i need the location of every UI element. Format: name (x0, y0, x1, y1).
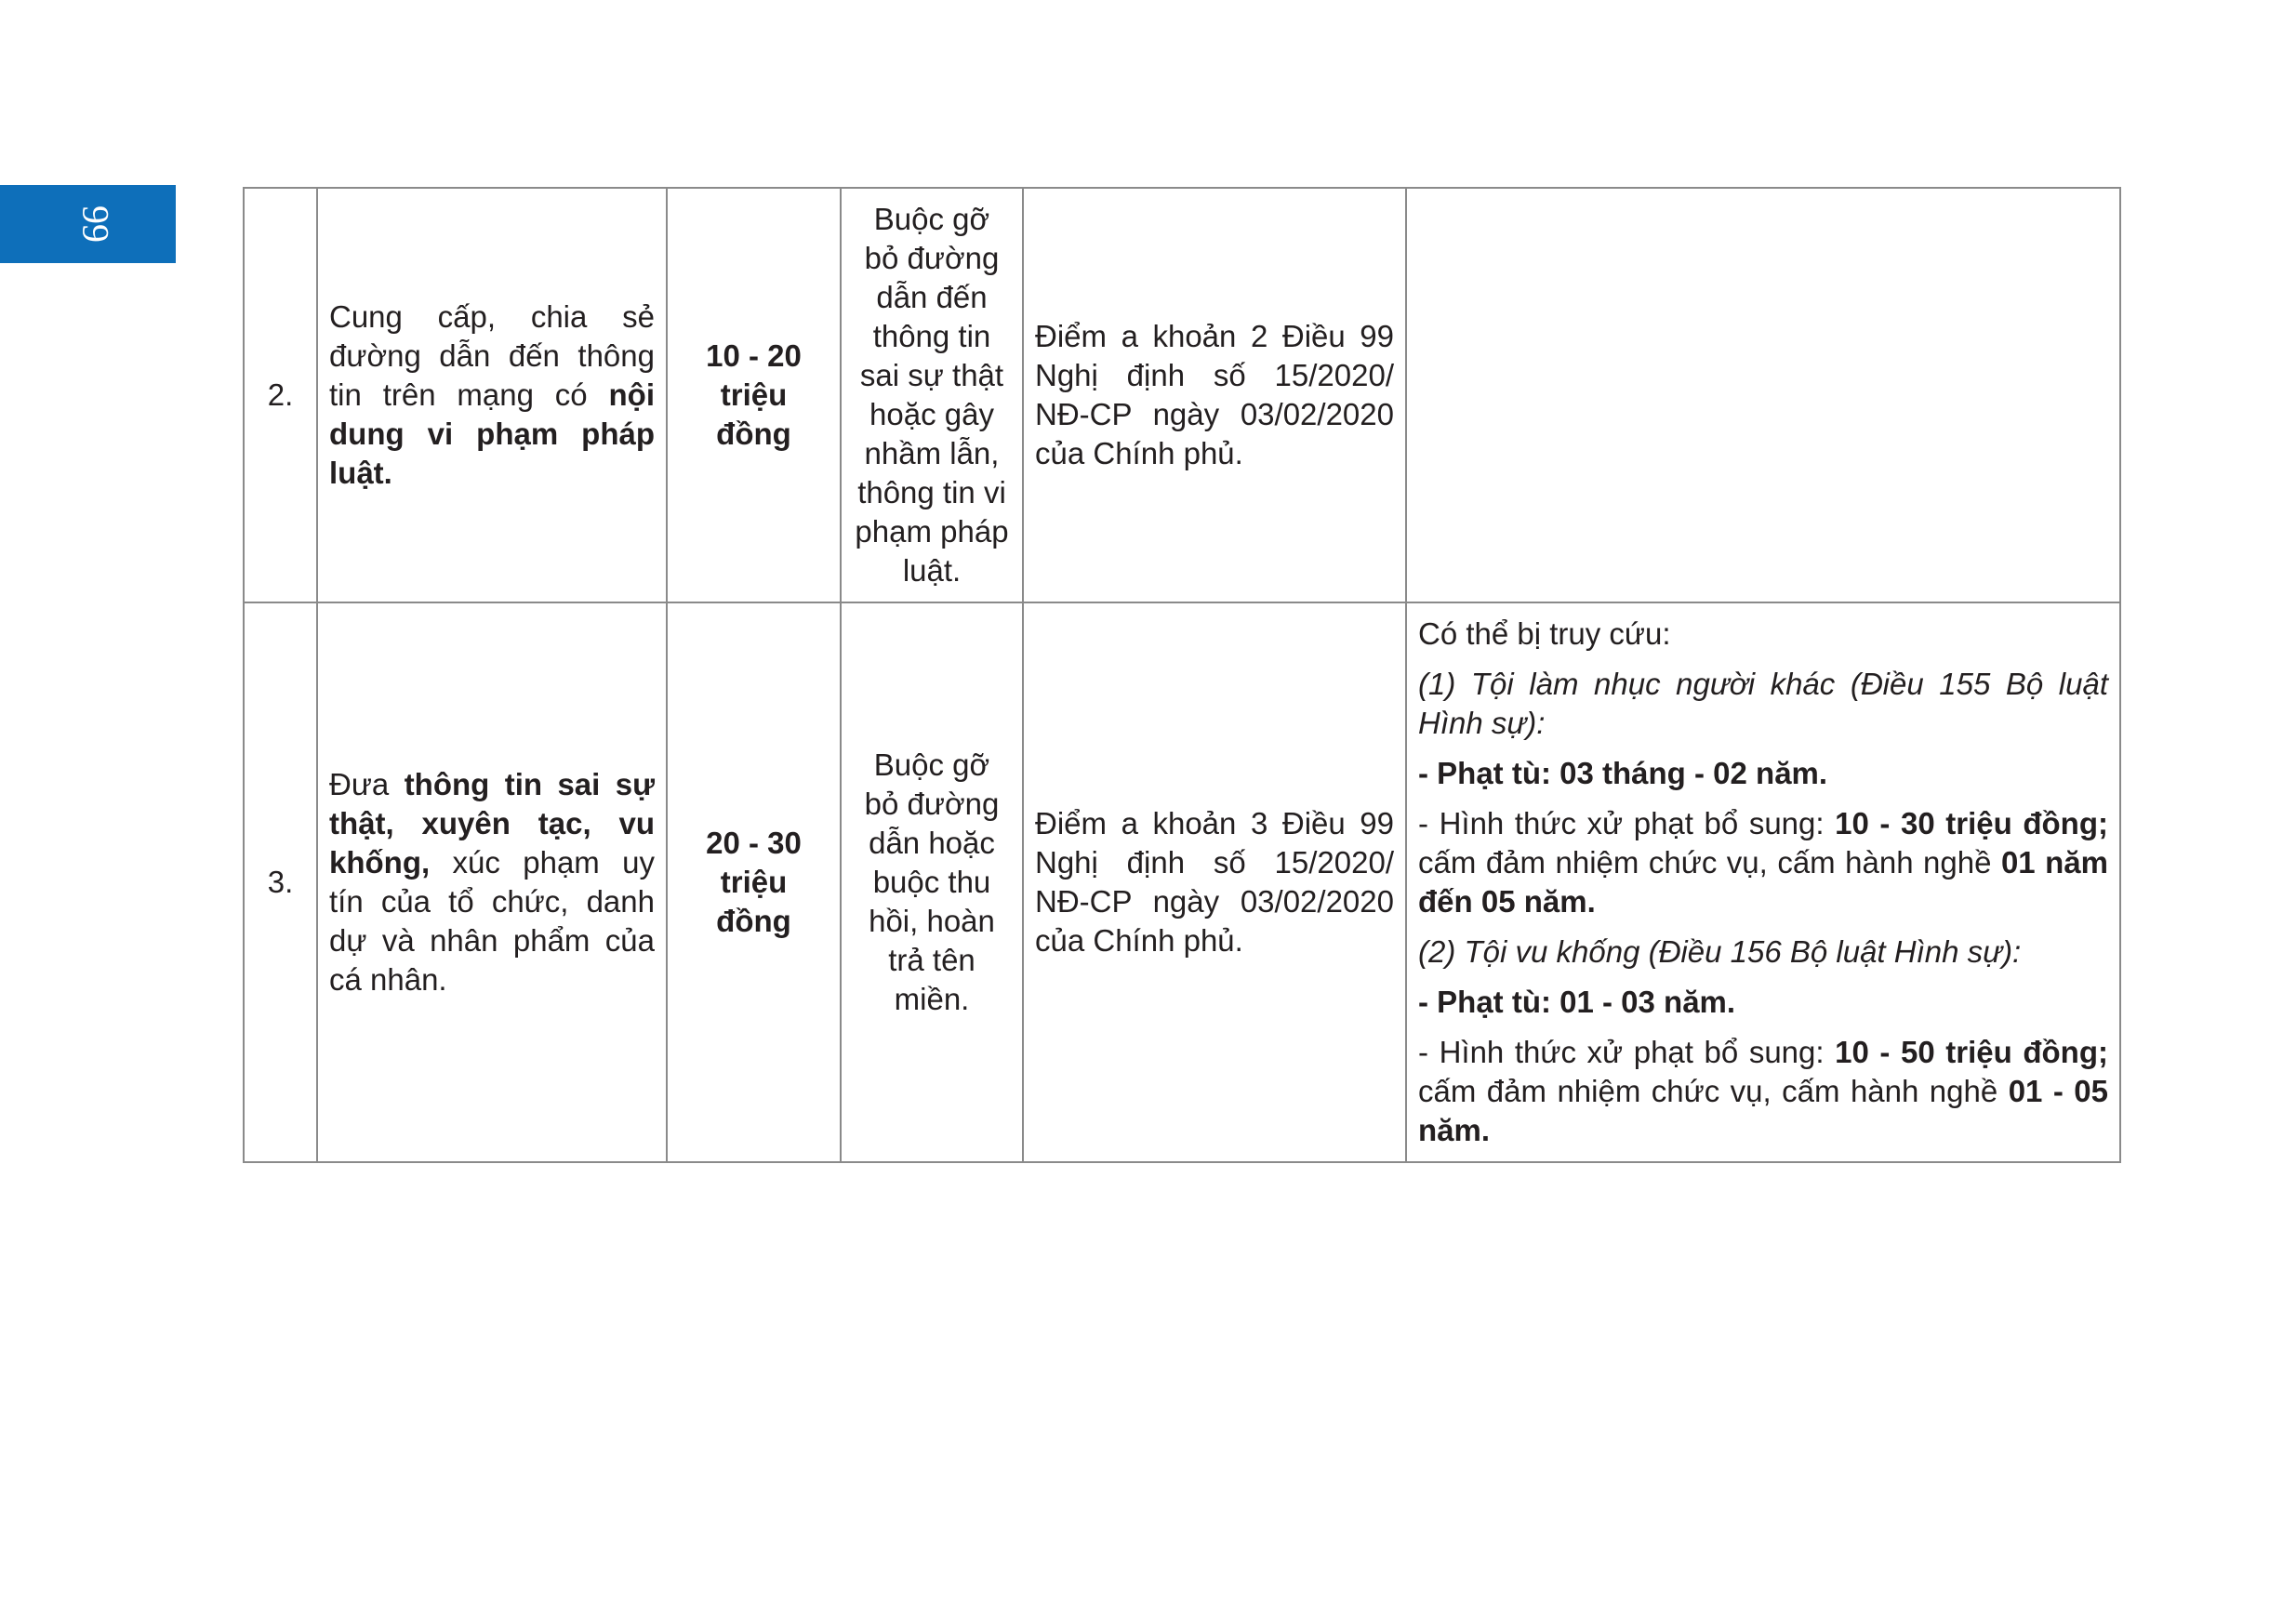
row-number: 3. (244, 602, 317, 1162)
violation-text: Cung cấp, chia sẻ đường dẫn đến thông tin trên mạng có (329, 299, 655, 412)
fine-amount: 10 - 20 triệu đồng (667, 188, 841, 602)
table-row (244, 188, 2120, 602)
penalty-amount: 10 - 50 triệu đồng; (1835, 1035, 2108, 1069)
legal-basis: Điểm a khoản 3 Điều 99 Nghị định số 15/2020/ NĐ-CP ngày 03/02/2020 của Chính phủ. (1023, 602, 1406, 1162)
violations-table (243, 187, 2121, 1163)
fine-amount: 20 - 30 triệu đồng (667, 602, 841, 1162)
legal-basis: Điểm a khoản 2 Điều 99 Nghị định số 15/2020/ NĐ-CP ngày 03/02/2020 của Chính phủ. (1023, 188, 1406, 602)
crime-title: (1) Tội làm nhục người khác (Điều 155 Bộ luật Hình sự): (1418, 667, 2108, 740)
violation-text: xúc phạm uy tín của tổ chức, danh dự và nhân phẩm của cá nhân. (329, 845, 655, 997)
criminal-liability (1406, 188, 2120, 602)
remedial-measure: Buộc gỡ bỏ đường dẫn hoặc buộc thu hồi, hoàn trả tên miền. (841, 602, 1023, 1162)
penalty-text: cấm đảm nhiệm chức vụ, cấm hành nghề (1418, 845, 2001, 880)
crime-additional-penalty (1418, 1033, 2108, 1150)
penalty-duration: 01 năm đến 05 năm. (1418, 845, 2108, 919)
penalty-duration: 01 - 05 năm. (1418, 1074, 2108, 1147)
row-number: 2. (244, 188, 317, 602)
violation-text-bold: thông tin sai sự thật, xuyên tạc, vu khống, (329, 767, 655, 880)
crime-additional-penalty (1418, 804, 2108, 921)
violation-text: Đưa (329, 767, 405, 801)
crime-penalty: - Phạt tù: 01 - 03 năm. (1418, 985, 1736, 1019)
violation-description (317, 188, 667, 602)
penalty-text: cấm đảm nhiệm chức vụ, cấm hành nghề (1418, 1074, 2009, 1108)
penalty-amount: 10 - 30 triệu đồng; (1835, 806, 2108, 840)
page-number: 99 (74, 205, 117, 243)
remedial-measure: Buộc gỡ bỏ đường dẫn đến thông tin sai sự thật hoặc gây nhầm lẫn, thông tin vi phạm pháp luật. (841, 188, 1023, 602)
criminal-liability (1406, 602, 2120, 1162)
penalty-text: - Hình thức xử phạt bổ sung: (1418, 1035, 1836, 1069)
crime-title: (2) Tội vu khống (Điều 156 Bộ luật Hình sự): (1418, 934, 2022, 969)
violation-description (317, 602, 667, 1162)
penalty-text: - Hình thức xử phạt bổ sung: (1418, 806, 1836, 840)
violation-text-bold: nội dung vi phạm pháp luật. (329, 377, 655, 490)
table-row (244, 602, 2120, 1162)
criminal-intro: Có thể bị truy cứu: (1418, 616, 1671, 651)
crime-penalty: - Phạt tù: 03 tháng - 02 năm. (1418, 756, 1828, 790)
